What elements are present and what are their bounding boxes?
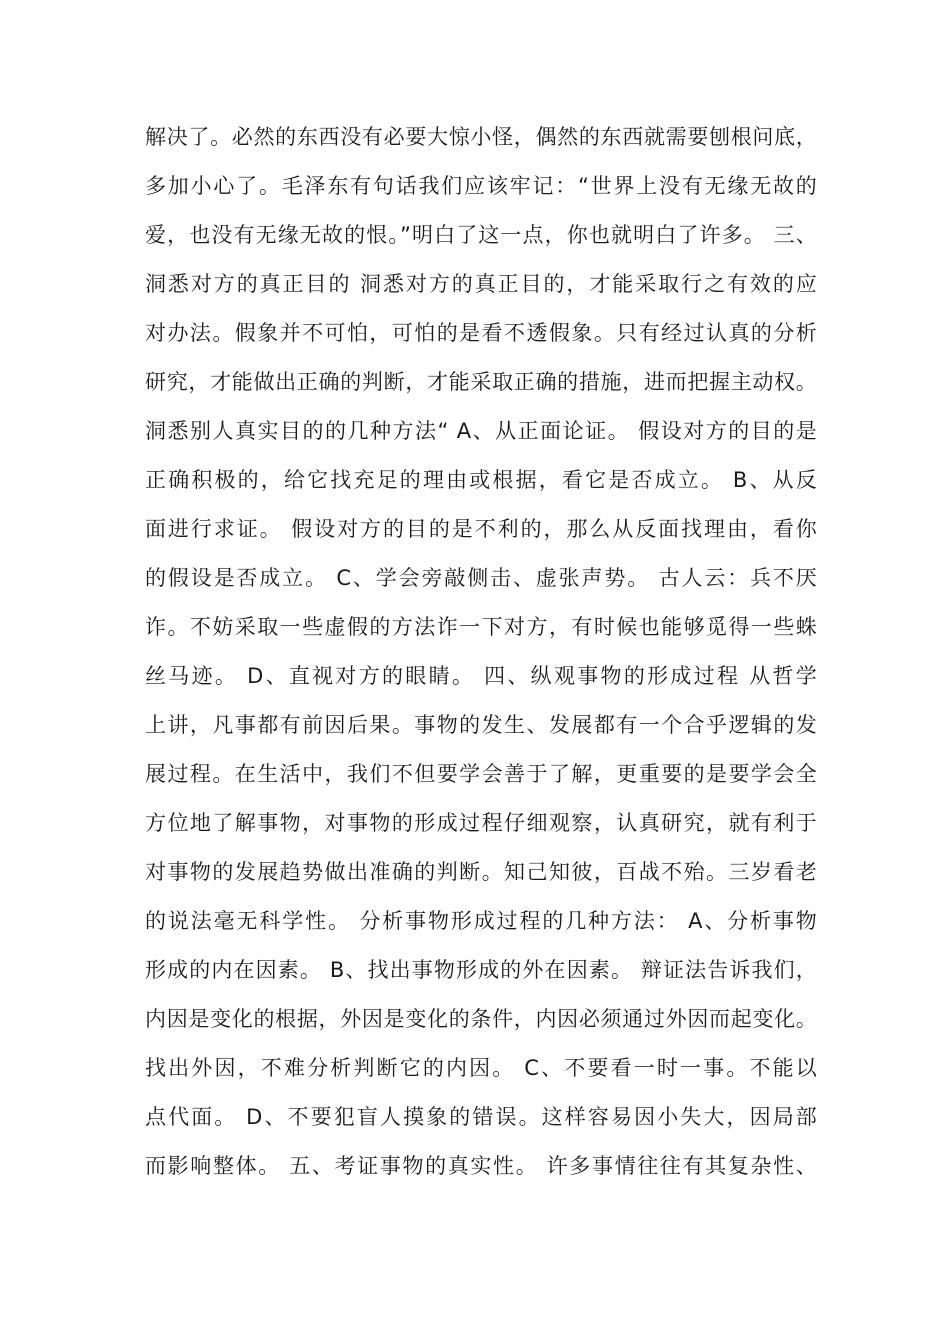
text-line: 丝马迹。 D、直视对方的眼睛。 四、纵观事物的形成过程 从哲学 [145, 664, 817, 688]
body-text [145, 113, 817, 1191]
text-line: 对办法。假象并不可怕，可怕的是看不透假象。只有经过认真的分析 [145, 321, 817, 345]
text-line: 洞悉别人真实目的的几种方法“ A、从正面论证。 假设对方的目的是 [145, 419, 817, 443]
text-line: 展过程。在生活中，我们不但要学会善于了解，更重要的是要学会全 [145, 762, 817, 786]
text-line: 洞悉对方的真正目的 洞悉对方的真正目的，才能采取行之有效的应 [145, 272, 817, 296]
text-line: 上讲，凡事都有前因后果。事物的发生、发展都有一个合乎逻辑的发 [145, 713, 817, 737]
text-line: 方位地了解事物，对事物的形成过程仔细观察，认真研究，就有利于 [145, 811, 817, 835]
text-line: 多加小心了。毛泽东有句话我们应该牢记：“世界上没有无缘无故的 [145, 174, 817, 198]
text-line: 点代面。 D、不要犯盲人摸象的错误。这样容易因小失大，因局部 [145, 1105, 817, 1129]
text-line: 找出外因，不难分析判断它的内因。 C、不要看一时一事。不能以 [145, 1056, 817, 1080]
text-line: 研究，才能做出正确的判断，才能采取正确的措施，进而把握主动权。 [145, 370, 817, 394]
text-line: 面进行求证。 假设对方的目的是不利的，那么从反面找理由，看你 [145, 517, 817, 541]
text-line: 形成的内在因素。 B、找出事物形成的外在因素。 辩证法告诉我们， [145, 958, 817, 982]
text-line: 的说法毫无科学性。 分析事物形成过程的几种方法： A、分析事物 [145, 909, 817, 933]
text-line: 对事物的发展趋势做出准确的判断。知己知彼，百战不殆。三岁看老 [145, 860, 817, 884]
text-line: 内因是变化的根据，外因是变化的条件，内因必须通过外因而起变化。 [145, 1007, 817, 1031]
text-line: 的假设是否成立。 C、学会旁敲侧击、虚张声势。 古人云：兵不厌 [145, 566, 817, 590]
text-line: 爱，也没有无缘无故的恨。”明白了这一点，你也就明白了许多。 三、 [145, 223, 817, 247]
text-line: 诈。不妨采取一些虚假的方法诈一下对方，有时候也能够觅得一些蛛 [145, 615, 817, 639]
text-line: 解决了。必然的东西没有必要大惊小怪，偶然的东西就需要刨根问底， [145, 125, 817, 149]
text-line: 而影响整体。 五、考证事物的真实性。 许多事情往往有其复杂性、 [145, 1154, 817, 1178]
text-line: 正确积极的，给它找充足的理由或根据，看它是否成立。 B、从反 [145, 468, 817, 492]
